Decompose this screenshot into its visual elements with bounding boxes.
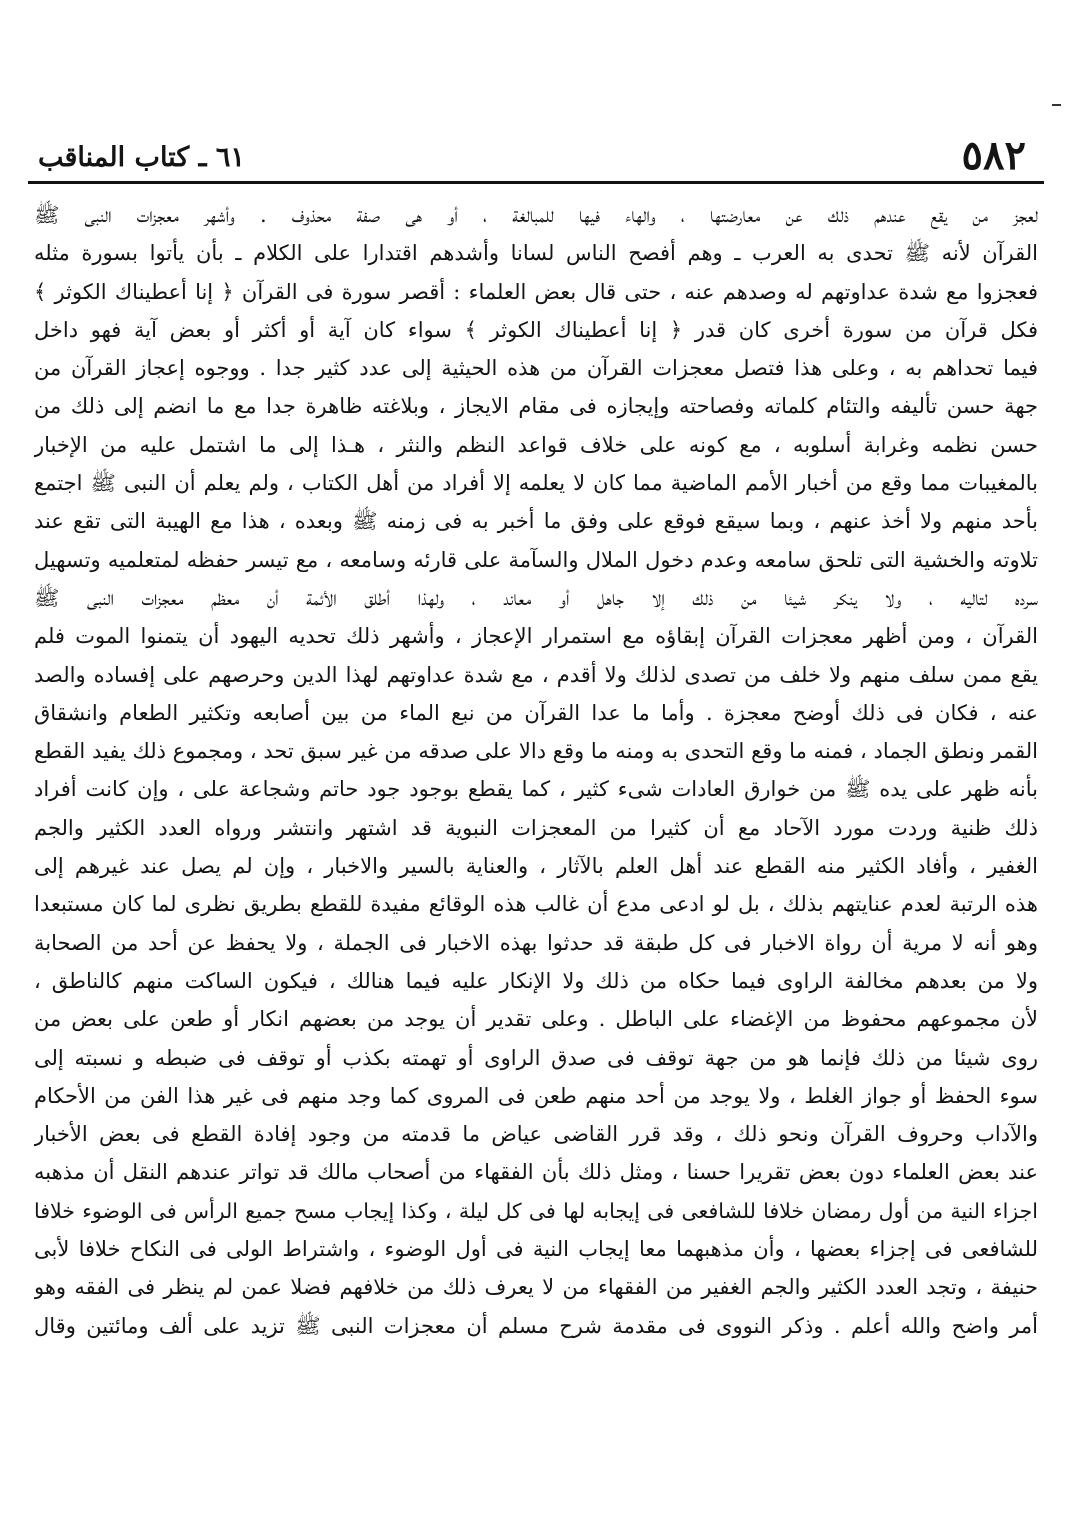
text-line: القمر ونطق الجماد ، فمنه ما وقع التحدى به ومنه ما وقع دالا على صدقه من غير سبق تحد ، ومجموع ذلك يفيد القطع: [34, 739, 1038, 764]
text-line: فيما تحداهم به ، وعلى هذا فتصل معجزات القرآن من هذه الحيثية إلى عدد كثير جدا . ووجوه إعجاز القرآن من: [34, 356, 1038, 381]
text-line: والآداب وحروف القرآن ونحو ذلك ، وقد قرر القاضى عياض ما قدمته من وجود إفادة القطع فى بعض الأخبار: [34, 1122, 1038, 1147]
text-line: القرآن لأنه ﷺ تحدى به العرب ـ وهم أفصح الناس لسانا وأشدهم اقتدارا على الكلام ـ بأن يأتوا بسورة مثله: [34, 241, 1038, 266]
text-line: ذلك ظنية وردت مورد الآحاد مع أن كثيرا من المعجزات النبوية قد اشتهر وانتشر ورواه العدد الكثير والجم: [34, 815, 1038, 840]
text-line: حنيفة ، وتجد العدد الكثير والجم الغفير من الفقهاء من لا يعرف ذلك من خلافهم فضلا عمن لم ينظر فى الفقه وهو: [34, 1275, 1038, 1300]
text-line: وهو أنه لا مرية أن رواة الاخبار فى كل طبقة قد حدثوا بهذه الاخبار فى الجملة ، ولا يحفظ عن أحد من الصحابة: [34, 930, 1038, 955]
text-line: ولا من بعدهم مخالفة الراوى فيما حكاه من ذلك ولا الإنكار عليه فيما هنالك ، فيكون الساكت منهم كالناطق ،: [34, 968, 1038, 993]
text-line: بالمغيبات مما وقع من أخبار الأمم الماضية مما كان لا يعلمه إلا أفراد من أهل الكتاب ، ولم يعلم أن النبى ﷺ اجتمع: [34, 471, 1038, 496]
margin-mark: [1052, 104, 1061, 106]
chapter-title: ٦١ ـ كتاب المناقب: [38, 142, 245, 173]
text-line: روى شيئا من ذلك فإنما هو من جهة توقف فى صدق الراوى أو تهمته بكذب أو توقف فى ضبطه و نسبته إلى: [34, 1045, 1038, 1070]
text-line: هذه الرتبة لعدم عنايتهم بذلك ، بل لو ادعى مدع أن غالب هذه الوقائع مفيدة للقطع بطريق نظرى لما كان مستبعدا: [34, 892, 1038, 917]
text-line: فعجزوا مع شدة عداوتهم له وصدهم عنه ، حتى قال بعض العلماء : أقصر سورة فى القرآن ﴿ إنا أعطيناك الكوثر ﴾: [34, 279, 1038, 304]
text-line: فكل قرآن من سورة أخرى كان قدر ﴿ إنا أعطيناك الكوثر ﴾ سواء كان آية أو أكثر أو بعض آية فهو داخل: [34, 317, 1038, 342]
text-line: أمر واضح والله أعلم . وذكر النووى فى مقدمة شرح مسلم أن معجزات النبى ﷺ تزيد على ألف ومائتين وقال: [34, 1313, 1038, 1338]
text-line: بأنه ظهر على يده ﷺ من خوارق العادات شىء كثير ، كما يقطع بوجود جود حاتم وشجاعة على ، وإن كانت أفراد: [34, 777, 1038, 802]
text-line: حسن نظمه وغرابة أسلوبه ، مع كونه على خلاف قواعد النظم والنثر ، هـذا إلى ما اشتمل عليه من الإخبار: [34, 432, 1038, 457]
text-line: لأن مجموعهم محفوظ من الإغضاء على الباطل . وعلى تقدير أن يوجد من بعضهم انكار أو طعن على بعض من: [34, 1007, 1038, 1032]
text-line: القرآن ، ومن أظهر معجزات القرآن إبقاؤه مع استمرار الإعجاز ، وأشهر ذلك تحديه اليهود أن يتمنوا الموت فلم: [34, 624, 1038, 649]
text-line: بأحد منهم ولا أخذ عنهم ، وبما سيقع فوقع على وفق ما أخبر به فى زمنه ﷺ وبعده ، هذا مع الهيبة التى تقع عند: [34, 509, 1038, 534]
text-line: الغفير ، وأفاد الكثير منه القطع عند أهل العلم بالآثار ، والعناية بالسير والاخبار ، وإن لم يصل عند غيرهم إلى: [34, 854, 1038, 879]
text-line: عنه ، فكان فى ذلك أوضح معجزة . وأما ما عدا القرآن من نبع الماء من بين أصابعه وتكثير الطعام وانشقاق: [34, 700, 1038, 725]
text-line: اجزاء النية من أول رمضان خلافا للشافعى فى إيجابه لها فى كل ليلة ، وكذا إيجاب مسح جميع الرأس فى الوضوء خلافا: [34, 1198, 1038, 1223]
text-line: سرده لتاليه ، ولا ينكر شيئا من ذلك إلا جاهل أو معاند ، ولهذا أطلق الأئمة أن معظم معجزات النبى ﷺ: [34, 585, 1038, 610]
text-line: جهة حسن تأليفه والتئام كلماته وفصاحته وإيجازه فى مقام الايجاز ، وبلاغته ظاهرة جدا مع ما انضم إلى ذلك من: [34, 394, 1038, 419]
header-rule: [28, 181, 1044, 184]
text-line: يقع ممن سلف منهم ولا خلف من تصدى لذلك ولا أقدم ، مع شدة عداوتهم لهذا الدين وحرصهم على إفساده والصد: [34, 662, 1038, 687]
page-header: [28, 132, 1044, 179]
text-line: عند بعض العلماء دون بعض تقريرا حسنا ، ومثل ذلك بأن الفقهاء من أصحاب مالك قد تواتر عندهم النقل أن مذهبه: [34, 1160, 1038, 1185]
body-text: [34, 196, 1038, 1345]
text-line: لعجز من يقع عندهم ذلك عن معارضتها ، والهاء فيها للمبالغة ، أو هى صفة محذوف . وأشهر معجزات النبى ﷺ: [34, 203, 1038, 227]
page-number: ٥٨٢: [961, 132, 1026, 179]
text-line: سوء الحفظ أو جواز الغلط ، ولا يوجد من أحد منهم طعن فى المروى كما وجد منهم فى غير هذا الفن من الأحكام: [34, 1083, 1038, 1108]
text-line: تلاوته والخشية التى تلحق سامعه وعدم دخول الملال والسآمة على قارئه وسامعه ، مع تيسر حفظه لمتعلميه وتسهيل: [34, 547, 1038, 572]
text-line: للشافعى فى إجزاء بعضها ، وأن مذهبهما معا إيجاب النية فى أول الوضوء ، واشتراط الولى فى النكاح خلافا لأبى: [34, 1237, 1038, 1262]
